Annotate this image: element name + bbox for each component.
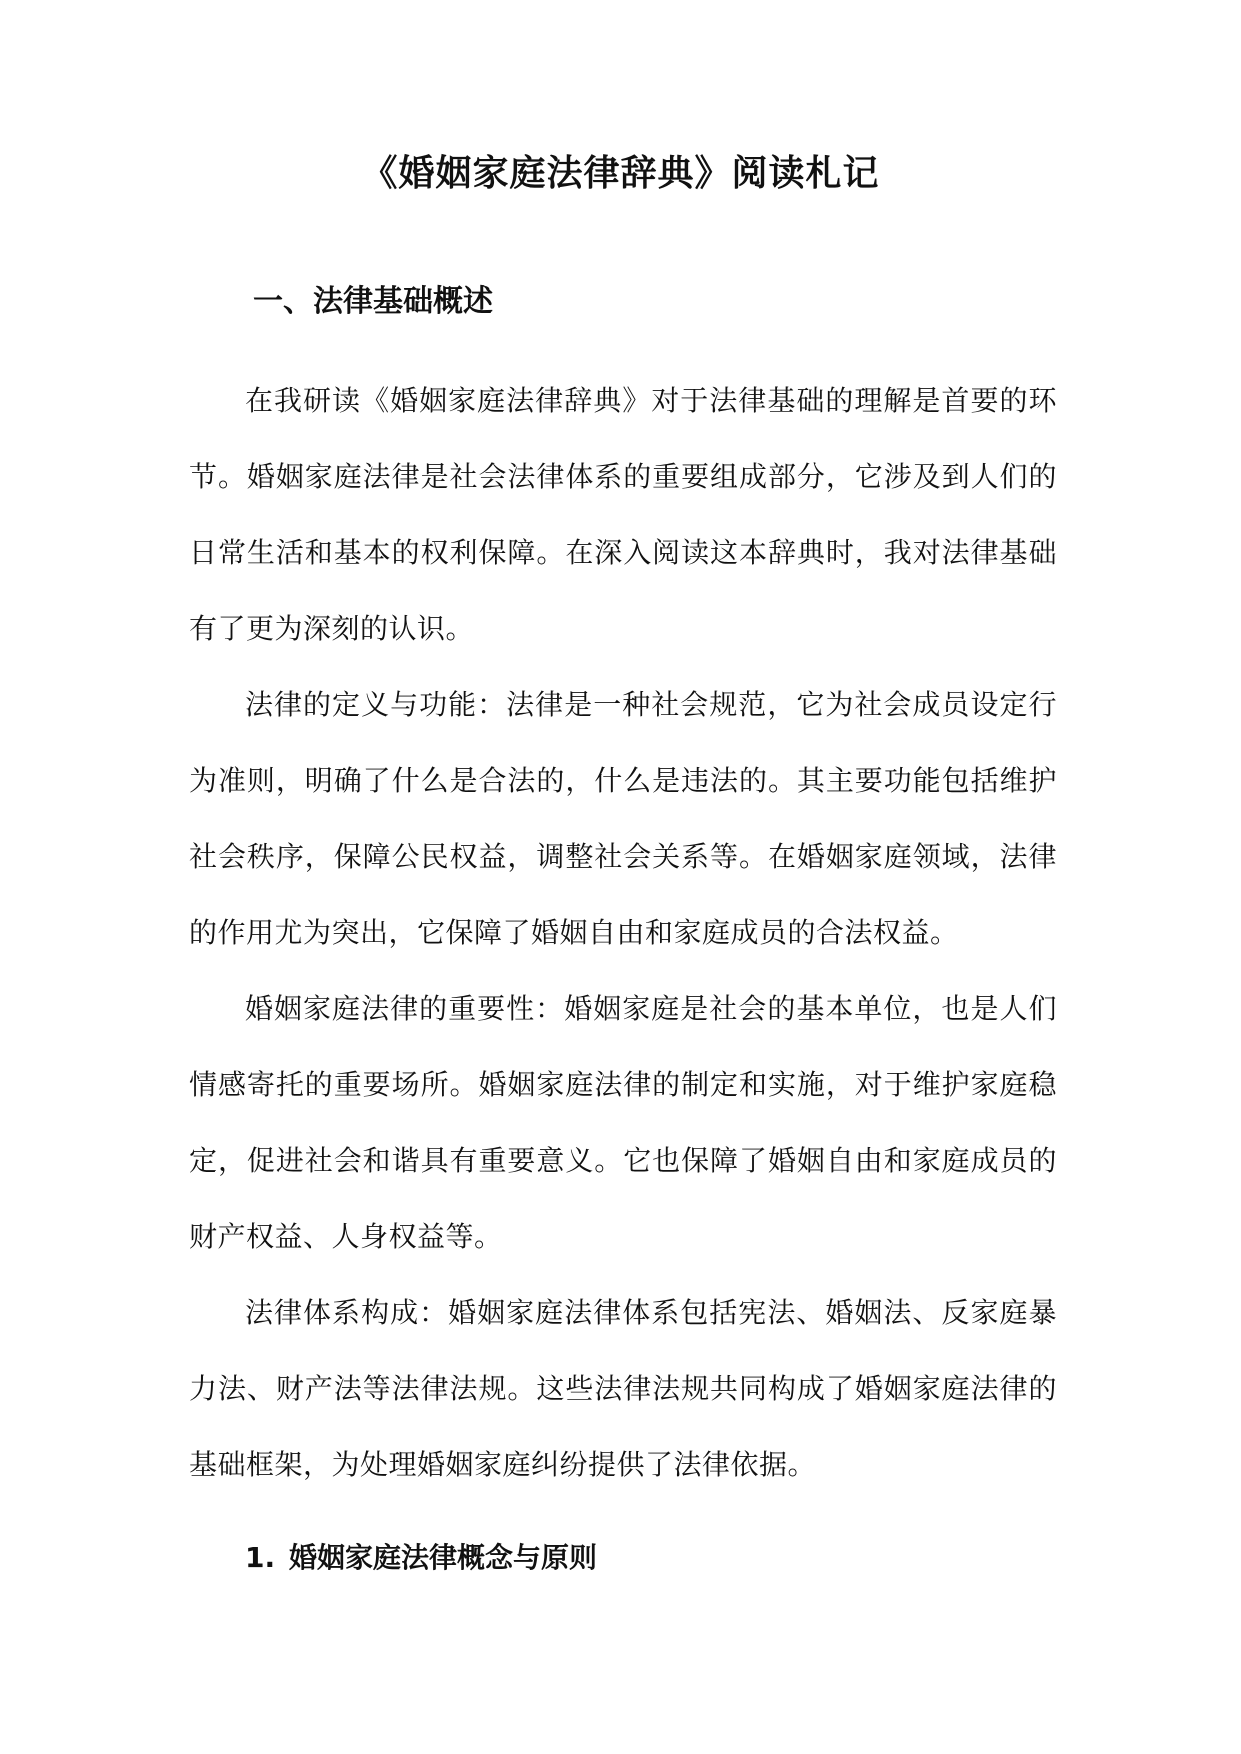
paragraph: 法律的定义与功能：法律是一种社会规范，它为社会成员设定行为准则，明确了什么是合法的，什么是违法的。其主要功能包括维护社会秩序，保障公民权益，调整社会关系等。在婚姻家庭领域，法律的作用尤为突出，它保障了婚姻自由和家庭成员的合法权益。 <box>189 688 1057 949</box>
subsection-title: 婚姻家庭法律概念与原则 <box>289 1541 598 1574</box>
paragraph: 在我研读《婚姻家庭法律辞典》对于法律基础的理解是首要的环节。婚姻家庭法律是社会法律体系的重要组成部分，它涉及到人们的日常生活和基本的权利保障。在深入阅读这本辞典时，我对法律基础有了更为深刻的认识。 <box>189 384 1057 645</box>
document-title: 《婚姻家庭法律辞典》阅读札记 <box>361 153 880 194</box>
subsection-number: 1. <box>245 1541 276 1574</box>
paragraph: 婚姻家庭法律的重要性：婚姻家庭是社会的基本单位，也是人们情感寄托的重要场所。婚姻家庭法律的制定和实施，对于维护家庭稳定，促进社会和谐具有重要意义。它也保障了婚姻自由和家庭成员的财产权益、人身权益等。 <box>189 992 1057 1253</box>
subsection-heading <box>245 1538 597 1578</box>
body-text <box>189 363 1057 1503</box>
section-heading: 一、法律基础概述 <box>253 284 493 319</box>
paragraph: 法律体系构成：婚姻家庭法律体系包括宪法、婚姻法、反家庭暴力法、财产法等法律法规。这些法律法规共同构成了婚姻家庭法律的基础框架，为处理婚姻家庭纠纷提供了法律依据。 <box>189 1296 1057 1481</box>
